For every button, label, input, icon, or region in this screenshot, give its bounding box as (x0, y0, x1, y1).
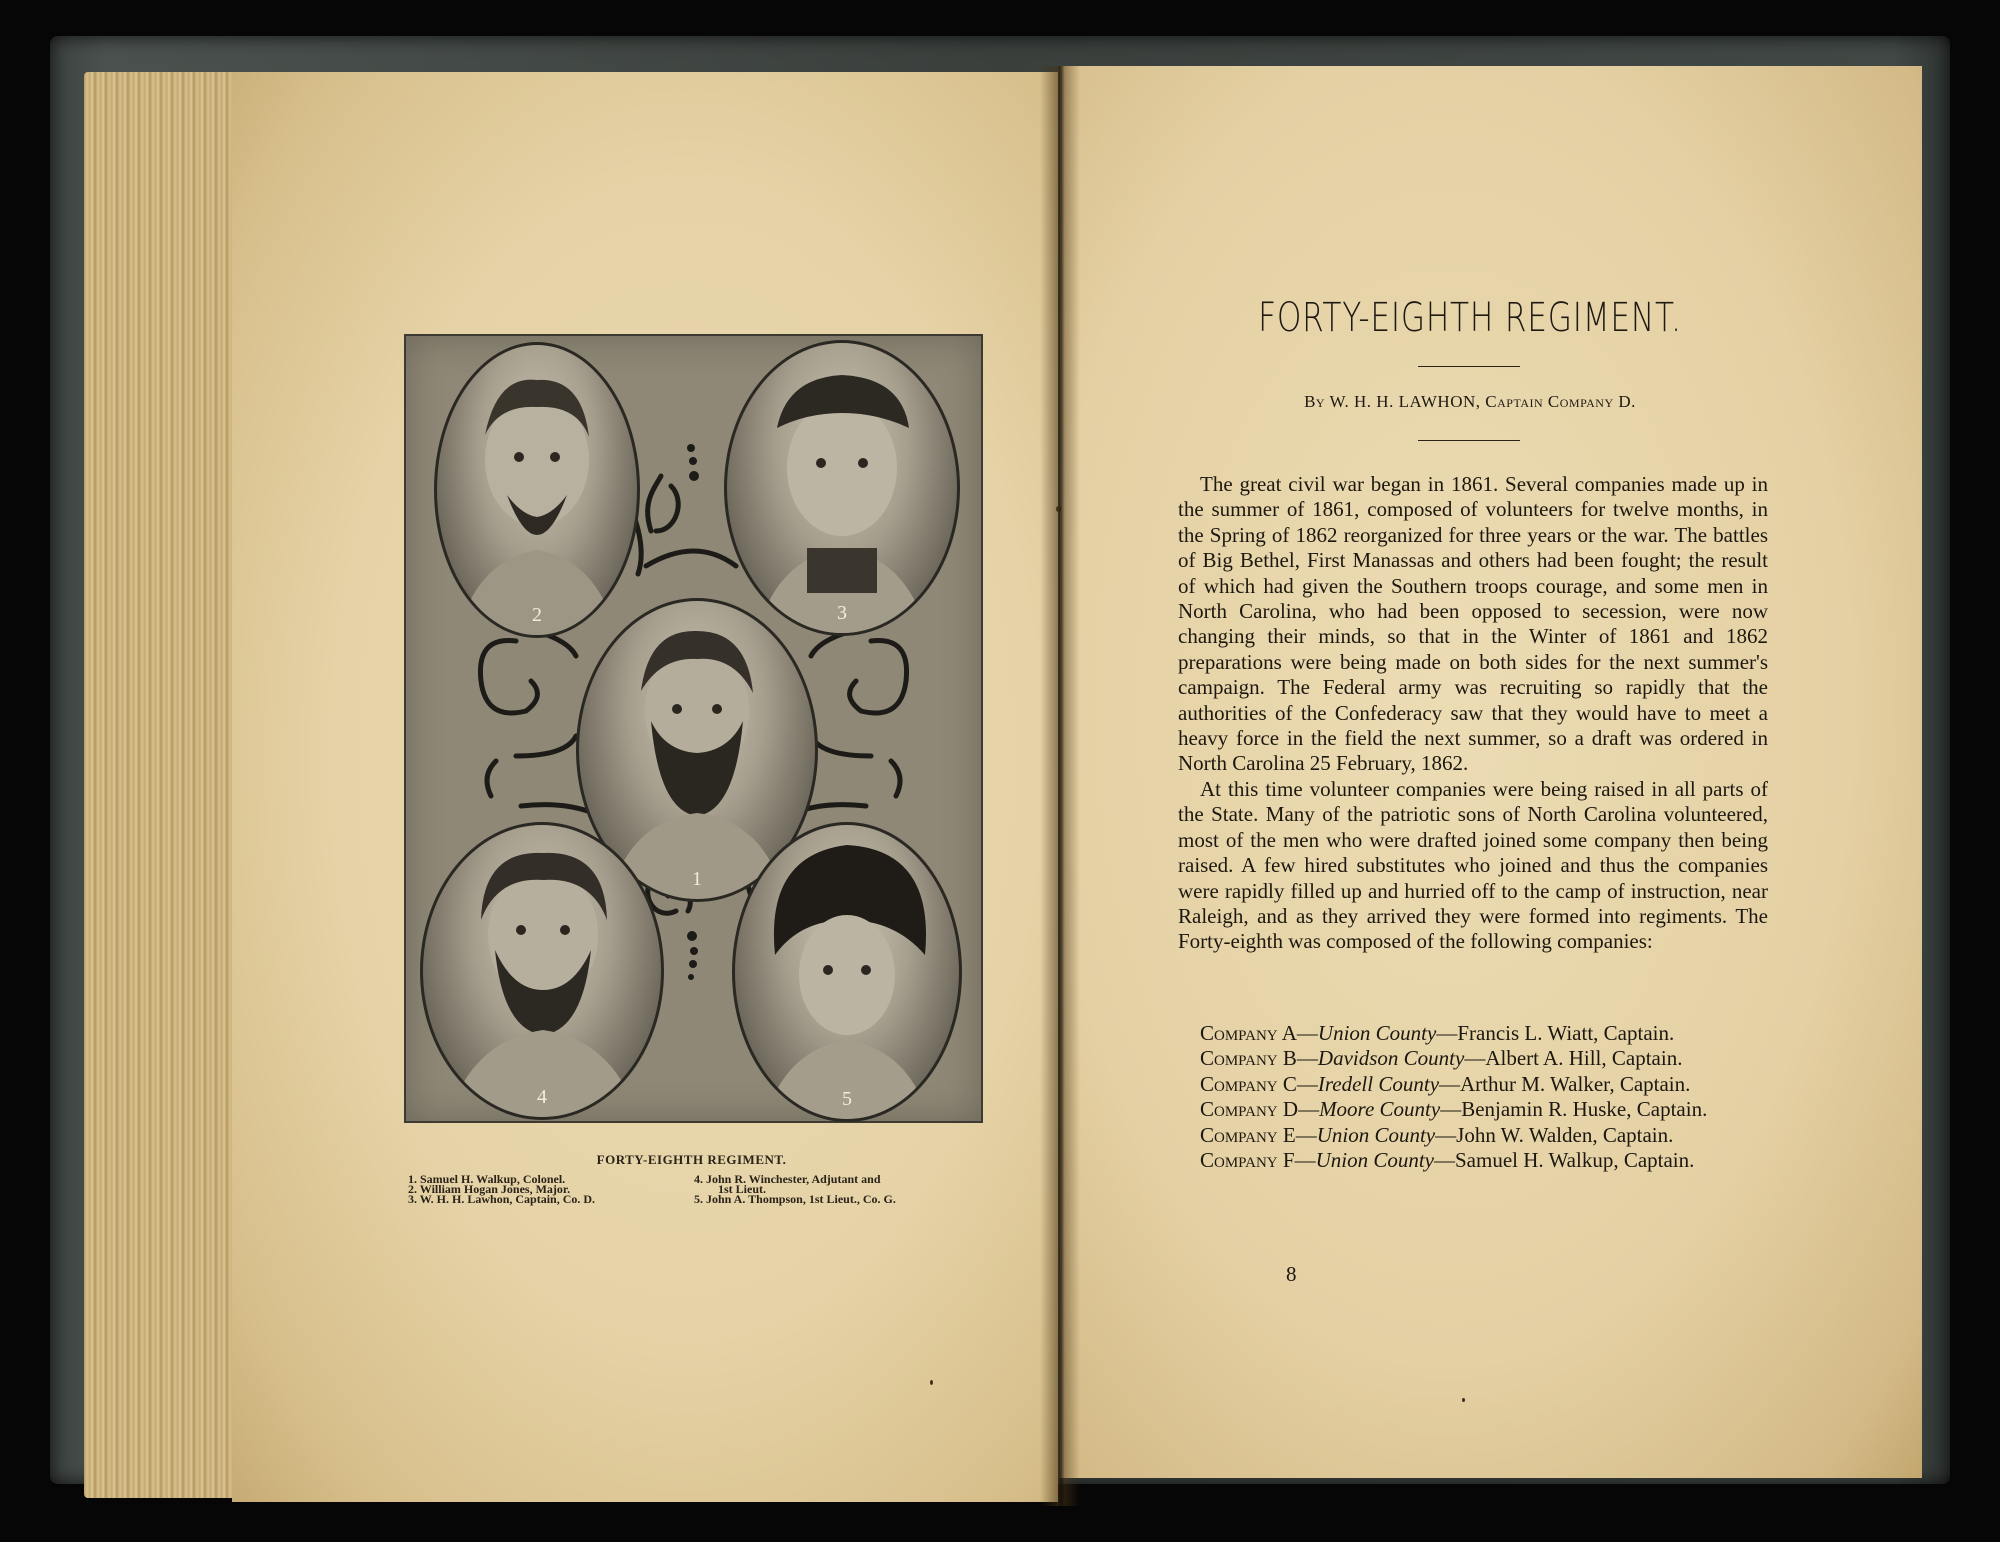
book-gutter (1040, 66, 1080, 1506)
portrait-figure (437, 345, 637, 635)
company-captain: Albert A. Hill, Captain. (1485, 1046, 1683, 1071)
company-label: Company F (1200, 1148, 1295, 1173)
company-county: Union County (1316, 1122, 1436, 1147)
company-county: Iredell County (1317, 1071, 1440, 1096)
byline-prefix: By (1304, 392, 1326, 411)
portrait-number: 2 (532, 604, 542, 626)
portrait-figure (423, 825, 661, 1117)
portrait-number: 4 (537, 1086, 547, 1108)
company-entry: Company A—Union County—Francis L. Wiatt, Captain. (1200, 1021, 1675, 1045)
portrait-oval-4 (420, 822, 664, 1120)
company-county: Davidson County (1317, 1046, 1465, 1071)
company-entry: Company F—Union County—Samuel H. Walkup, Captain. (1200, 1148, 1695, 1173)
company-label: Company D (1200, 1097, 1299, 1122)
company-captain: John W. Walden, Captain. (1456, 1122, 1674, 1147)
company-captain: Samuel H. Walkup, Captain. (1455, 1148, 1695, 1173)
portrait-number: 5 (842, 1088, 852, 1110)
company-entry: Company B—Davidson County—Albert A. Hill, Captain. (1200, 1046, 1683, 1071)
company-county: Union County (1315, 1148, 1434, 1173)
caption-line: 1st Lieut. (718, 1182, 766, 1196)
byline-rule (1418, 440, 1520, 441)
plate-caption-title: FORTY-EIGHTH REGIMENT. (596, 1152, 787, 1167)
plate-caption-left (408, 1174, 595, 1204)
paper-speck (1462, 1398, 1465, 1402)
chapter-title: FORTY-EIGHTH REGIMENT. (1258, 295, 1682, 341)
portrait-number: 3 (837, 602, 847, 624)
company-list (1178, 1021, 1768, 1173)
chapter-byline (1150, 392, 1790, 412)
paper-speck (930, 1380, 933, 1385)
caption-line: 5. John A. Thompson, 1st Lieut., Co. G. (694, 1192, 896, 1206)
chapter-body (1178, 472, 1768, 955)
page-number: 8 (1286, 1262, 1297, 1286)
plate-caption-right (694, 1174, 896, 1204)
company-label: Company E (1200, 1122, 1296, 1147)
portrait-oval-5 (732, 822, 962, 1122)
portrait-figure (727, 343, 957, 633)
company-label: Company C (1200, 1071, 1297, 1096)
company-entry: Company D—Moore County—Benjamin R. Huske, Captain. (1200, 1097, 1708, 1122)
title-rule (1418, 366, 1520, 367)
paragraph: At this time volunteer companies were being raised in all parts of the State. Many of the patriotic sons of North Carolina volunteered, most of the men who were drafted joined some company then being raised. A few hired substitutes who joined and thus the companies were rapidly filled up and hurried off to the camp of instruction, near Raleigh, and as they arrived they were formed into regiments. The Forty-eighth was composed of the following companies: (1178, 776, 1768, 954)
portrait-oval-3 (724, 340, 960, 636)
company-captain: Benjamin R. Huske, Captain. (1461, 1097, 1708, 1122)
paragraph: The great civil war began in 1861. Several companies made up in the summer of 1861, composed of volunteers for twelve months, in the Spring of 1862 reorganized for three years or the war. The battles of Big Bethel, First Manassas and others had been fought; the result of which had given the Southern troops courage, and some men in North Carolina, who had been opposed to secession, were now changing their minds, so that in the Winter of 1861 and 1862 preparations were being made on both sides for the next summer's campaign. The Federal army was recruiting so rapidly that the authorities of the Confederacy saw that they would have to meet a heavy force in the field the next summer, so a draft was ordered in North Carolina 25 February, 1862. (1178, 472, 1768, 776)
caption-line: 1. Samuel H. Walkup, Colonel. (408, 1172, 566, 1186)
company-captain: Francis L. Wiatt, Captain. (1457, 1021, 1675, 1045)
company-entry: Company C—Iredell County—Arthur M. Walker, Captain. (1200, 1071, 1691, 1096)
company-county: Moore County (1319, 1097, 1441, 1122)
caption-line: 2. William Hogan Jones, Major. (408, 1182, 571, 1196)
company-label: Company A (1200, 1021, 1297, 1045)
portrait-figure (735, 825, 959, 1119)
company-county: Union County (1317, 1021, 1437, 1045)
portrait-number: 1 (692, 868, 702, 890)
page-edges (84, 72, 234, 1498)
company-entry: Company E—Union County—John W. Walden, Captain. (1200, 1122, 1674, 1147)
company-label: Company B (1200, 1046, 1297, 1071)
byline-author: W. H. H. LAWHON, (1329, 392, 1481, 411)
company-captain: Arthur M. Walker, Captain. (1460, 1071, 1691, 1096)
caption-line: 4. John R. Winchester, Adjutant and (694, 1172, 881, 1186)
portrait-oval-2 (434, 342, 640, 638)
portrait-plate (404, 334, 983, 1123)
caption-line: 3. W. H. H. Lawhon, Captain, Co. D. (408, 1192, 596, 1206)
byline-role: Captain Company D. (1485, 392, 1636, 411)
